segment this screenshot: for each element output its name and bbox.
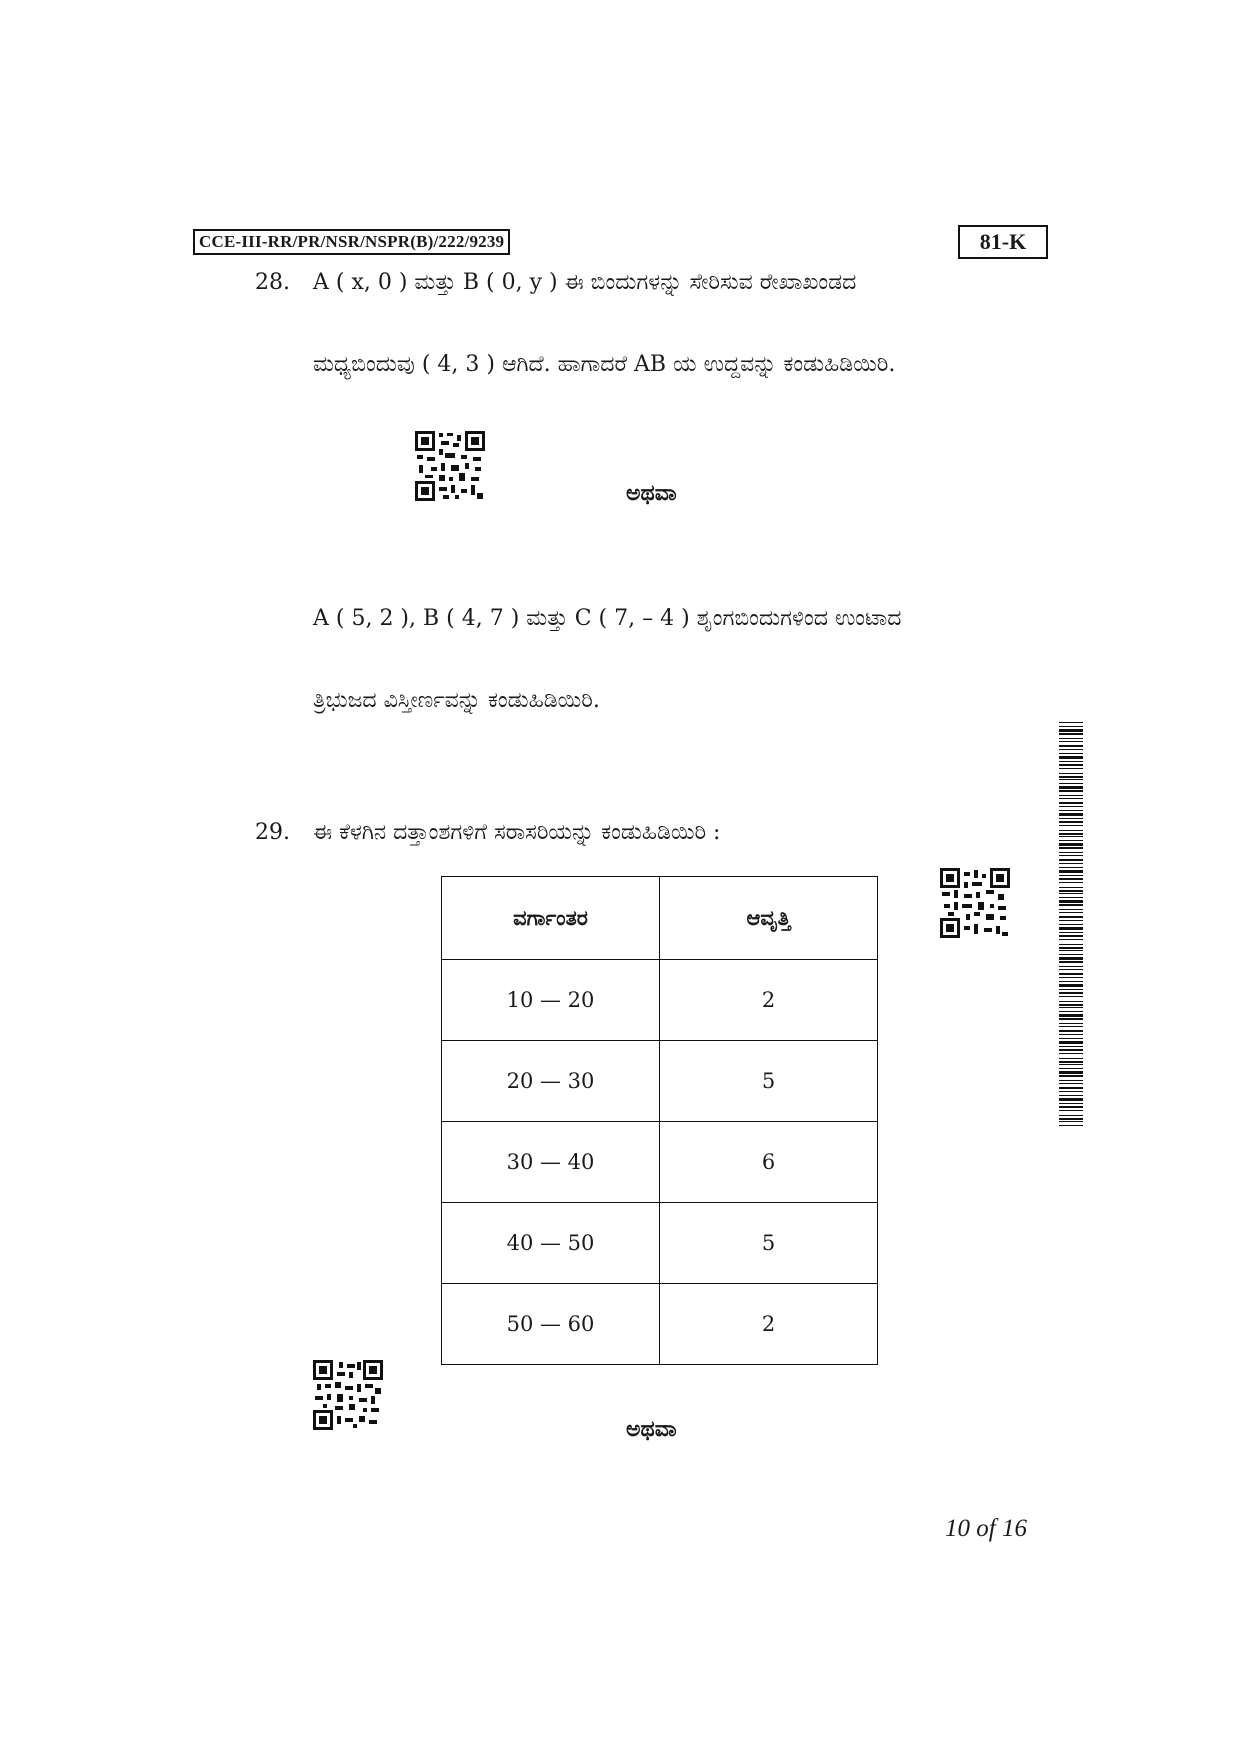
question-number-29: 29. [255,820,290,845]
class-interval-cell: 20 — 30 [442,1041,660,1122]
frequency-cell: 2 [660,1284,878,1365]
class-interval-cell: 10 — 20 [442,960,660,1041]
qr-code [415,431,485,501]
class-interval-cell: 40 — 50 [442,1203,660,1284]
barcode [1059,722,1083,1128]
table-header-row [442,877,878,960]
qr-code [940,868,1010,938]
paper-code: CCE-III-RR/PR/NSR/NSPR(B)/222/9239 [193,229,510,255]
q28-alt-text-line1: A ( 5, 2 ), B ( 4, 7 ) ಮತ್ತು C ( 7, – 4 ) ಶೃಂಗಬಿಂದುಗಳಿಂದ ಉಂಟಾದ [313,606,902,631]
page-number: 10 of 16 [945,1515,1027,1542]
frequency-cell: 5 [660,1041,878,1122]
class-interval-cell: 30 — 40 [442,1122,660,1203]
or-label: ಅಥವಾ [626,480,677,506]
frequency-cell: 2 [660,960,878,1041]
q29-text-line1: ಈ ಕೆಳಗಿನ ದತ್ತಾಂಶಗಳಿಗೆ ಸರಾಸರಿಯನ್ನು ಕಂಡುಹಿಡಿಯಿರಿ : [313,820,721,845]
qr-code [313,1360,383,1430]
frequency-table [441,876,878,1365]
q28-text-line2: ಮಧ್ಯಬಿಂದುವು ( 4, 3 ) ಆಗಿದೆ. ಹಾಗಾದರೆ AB ಯ ಉದ್ದವನ್ನು ಕಂಡುಹಿಡಿಯಿರಿ. [313,352,896,377]
paper-version: 81-K [958,225,1048,259]
table-row [442,960,878,1041]
column-header-class-interval: ವರ್ಗಾಂತರ [442,877,660,960]
frequency-cell: 5 [660,1203,878,1284]
table-row [442,1122,878,1203]
q28-alt-text-line2: ತ್ರಿಭುಜದ ವಿಸ್ತೀರ್ಣವನ್ನು ಕಂಡುಹಿಡಿಯಿರಿ. [313,688,600,713]
frequency-cell: 6 [660,1122,878,1203]
table-row [442,1203,878,1284]
or-label: ಅಥವಾ [626,1416,677,1442]
table-row [442,1041,878,1122]
column-header-frequency: ಆವೃತ್ತಿ [660,877,878,960]
q28-text-line1: A ( x, 0 ) ಮತ್ತು B ( 0, y ) ಈ ಬಿಂದುಗಳನ್ನು ಸೇರಿಸುವ ರೇಖಾಖಂಡದ [313,270,857,295]
table-row [442,1284,878,1365]
class-interval-cell: 50 — 60 [442,1284,660,1365]
question-number-28: 28. [255,270,290,295]
